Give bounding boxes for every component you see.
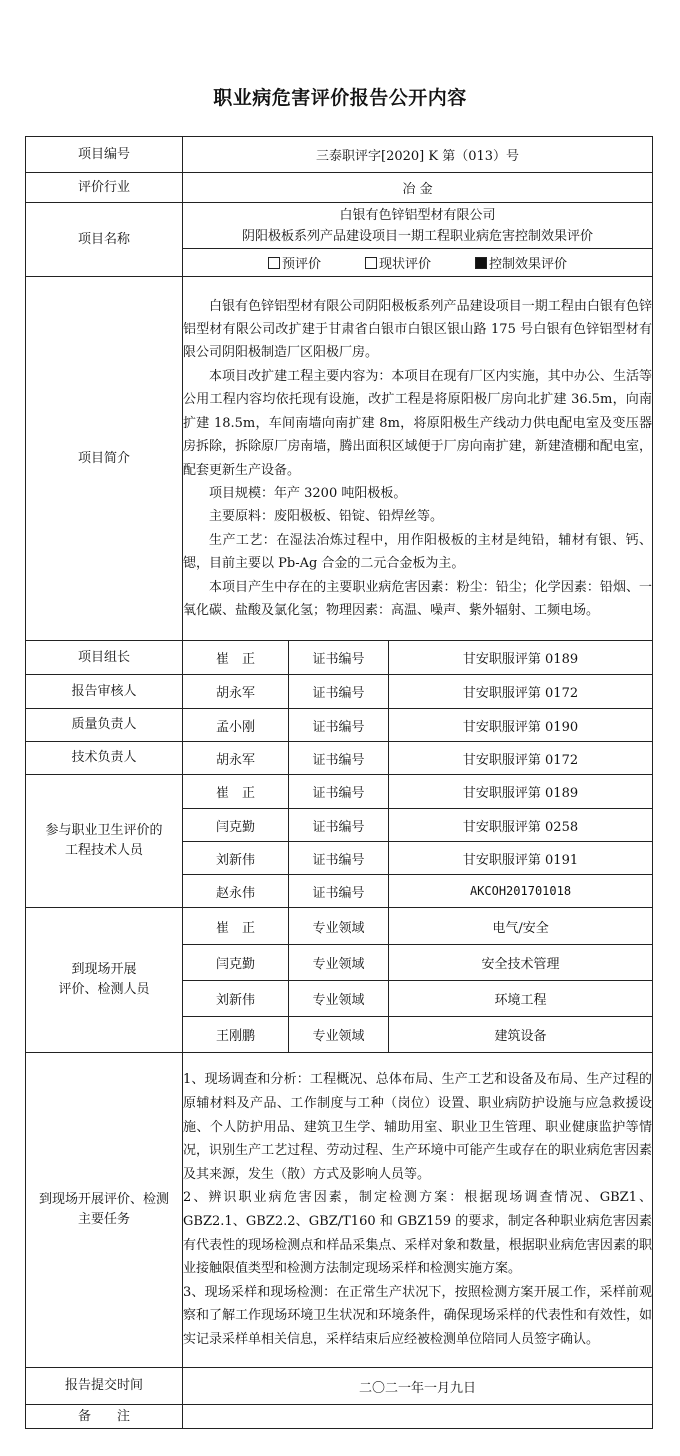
tasks-label-line: 到现场开展评价、检测 <box>38 1192 169 1207</box>
option-status-eval[interactable] <box>365 253 431 272</box>
field-label: 专业领域 <box>289 908 389 945</box>
row-submit-time <box>26 1368 653 1405</box>
option-status-eval-label: 现状评价 <box>379 257 432 272</box>
intro-paragraph: 主要原料：废阳极板、铅锭、铅焊丝等。 <box>209 509 444 525</box>
cert-label: 证书编号 <box>289 875 389 908</box>
staff-role: 报告审核人 <box>26 675 183 709</box>
task-item: 2、辨识职业病危害因素，制定检测方案：根据现场调查情况、GBZ1、GBZ2.1、GBZ2.2、GBZ/T160 和 GBZ159 的要求，制定各种职业病危害因素有代表性的现场检测点和样品采集点、采样对象和数量，根据职业病危害因素的职业接触限值类型和检测方法制定现场采样和检测实施方案。 <box>183 1190 653 1277</box>
cert-number: 甘安职服评第 0172 <box>389 675 653 709</box>
staff-name: 孟小刚 <box>183 709 289 742</box>
participant-name: 闫克勤 <box>183 809 289 842</box>
staff-name: 胡永军 <box>183 675 289 709</box>
intro-label: 项目简介 <box>26 277 183 641</box>
task-item: 3、现场采样和现场检测：在正常生产状况下，按照检测方案开展工作，采样前观察和了解工作现场环境卫生状况和环境条件，确保现场采样的代表性和有效性，如实记录采样单相关信息，采样结束后应经被检测单位陪同人员签字确认。 <box>183 1284 653 1347</box>
remarks-value <box>183 1405 653 1429</box>
checkbox-pre-eval[interactable] <box>268 257 280 269</box>
option-pre-eval-label: 预评价 <box>281 257 321 272</box>
tasks-label-line: 主要任务 <box>77 1212 130 1227</box>
cert-label: 证书编号 <box>289 809 389 842</box>
cert-label: 证书编号 <box>289 775 389 809</box>
row-project-name <box>26 203 653 249</box>
cert-label: 证书编号 <box>289 709 389 742</box>
intro-paragraph: 本项目产生中存在的主要职业病危害因素：粉尘：铅尘；化学因素：铅烟、一氧化碳、盐酸及氯化氢；物理因素：高温、噪声、紫外辐射、工频电场。 <box>183 579 653 618</box>
field-staff-name: 崔 正 <box>183 908 289 945</box>
cert-label: 证书编号 <box>289 842 389 875</box>
field-value: 安全技术管理 <box>389 945 653 981</box>
company-name: 白银有色锌铝型材有限公司 <box>339 207 496 223</box>
report-table <box>25 136 653 1429</box>
industry-value: 冶 金 <box>183 173 653 203</box>
participant-name: 赵永伟 <box>183 875 289 908</box>
row-industry <box>26 173 653 203</box>
staff-row <box>26 641 653 675</box>
cert-label: 证书编号 <box>289 675 389 709</box>
field-label: 专业领域 <box>289 1017 389 1053</box>
submit-time-label: 报告提交时间 <box>26 1368 183 1405</box>
page-title: 职业病危害评价报告公开内容 <box>213 87 467 109</box>
option-pre-eval[interactable] <box>268 253 321 272</box>
cert-label: 证书编号 <box>289 641 389 675</box>
field-staff-name: 刘新伟 <box>183 981 289 1017</box>
industry-label: 评价行业 <box>26 173 183 203</box>
field-staff-label-line: 评价、检测人员 <box>58 982 150 997</box>
intro-paragraph: 项目规模：年产 3200 吨阳极板。 <box>209 485 407 501</box>
field-value: 电气/安全 <box>389 908 653 945</box>
project-name-label: 项目名称 <box>26 203 183 277</box>
participants-label-line: 工程技术人员 <box>64 843 143 858</box>
cert-number: 甘安职服评第 0191 <box>389 842 653 875</box>
option-control-eval-label: 控制效果评价 <box>489 257 568 272</box>
checkbox-control-eval[interactable] <box>475 257 487 269</box>
field-staff-label-line: 到现场开展 <box>71 962 137 977</box>
intro-cell <box>183 277 653 641</box>
staff-row <box>26 742 653 775</box>
project-number-value: 三泰职评字[2020] K 第（013）号 <box>183 137 653 173</box>
row-intro <box>26 277 653 641</box>
staff-name: 崔 正 <box>183 641 289 675</box>
checkbox-status-eval[interactable] <box>365 257 377 269</box>
field-staff-row <box>26 908 653 945</box>
project-title: 阴阳极板系列产品建设项目一期工程职业病危害控制效果评价 <box>242 228 594 244</box>
eval-type-options <box>183 253 652 272</box>
staff-role: 质量负责人 <box>26 709 183 742</box>
row-remarks <box>26 1405 653 1429</box>
field-value: 建筑设备 <box>389 1017 653 1053</box>
task-item: 1、现场调查和分析：工程概况、总体布局、生产工艺和设备及布局、生产过程的原辅材料及产品、工作制度与工种（岗位）设置、职业病防护设施与应急救援设施、个人防护用品、建筑卫生学、辅助用室、职业卫生管理、职业健康监护等情况，识别生产工艺过程、劳动过程、生产环境中可能产生或存在的职业病危害因素及其来源，发生（散）方式及影响人员等。 <box>183 1072 653 1182</box>
cert-number: AKCOH201701018 <box>389 875 653 908</box>
intro-paragraph: 白银有色锌铝型材有限公司阴阳极板系列产品建设项目一期工程由白银有色锌铝型材有限公司改扩建于甘肃省白银市白银区银山路 175 号白银有色锌铝型材有限公司阴阳极制造厂区阳极厂房。 <box>183 298 653 361</box>
staff-row <box>26 709 653 742</box>
cert-label: 证书编号 <box>289 742 389 775</box>
submit-time-value: 二〇二一年一月九日 <box>183 1368 653 1405</box>
project-number-label: 项目编号 <box>26 137 183 173</box>
intro-paragraph: 本项目改扩建工程主要内容为：本项目在现有厂区内实施，其中办公、生活等公用工程内容均依托现有设施，改扩工程是将原阳极厂房向北扩建 36.5m，向南扩建 18.5m，车间南墙向南扩建 8m，将原阳极生产线动力供电配电室及变压器房拆除，拆除原厂房南墙，腾出面积区域便于厂房向南扩建，新建渣棚和配电室，配套更新生产设备。 <box>183 368 653 478</box>
cert-number: 甘安职服评第 0172 <box>389 742 653 775</box>
row-project-number <box>26 137 653 173</box>
intro-paragraph: 生产工艺：在湿法冶炼过程中，用作阳极板的主材是纯铅，辅材有银、钙、锶，目前主要以 Pb-Ag 合金的二元合金板为主。 <box>183 532 653 572</box>
field-staff-label <box>26 908 183 1053</box>
participants-label-line: 参与职业卫生评价的 <box>45 823 163 838</box>
tasks-label <box>26 1053 183 1368</box>
field-staff-name: 王刚鹏 <box>183 1017 289 1053</box>
staff-name: 胡永军 <box>183 742 289 775</box>
staff-row <box>26 675 653 709</box>
row-tasks <box>26 1053 653 1368</box>
field-staff-name: 闫克勤 <box>183 945 289 981</box>
staff-role: 技术负责人 <box>26 742 183 775</box>
option-control-eval[interactable] <box>475 253 567 272</box>
eval-type-cell <box>183 249 653 277</box>
project-name-cell <box>183 203 653 249</box>
remarks-label: 备 注 <box>26 1405 183 1429</box>
field-label: 专业领域 <box>289 945 389 981</box>
field-label: 专业领域 <box>289 981 389 1017</box>
cert-number: 甘安职服评第 0258 <box>389 809 653 842</box>
participants-label <box>26 775 183 908</box>
cert-number: 甘安职服评第 0189 <box>389 775 653 809</box>
participant-row <box>26 775 653 809</box>
cert-number: 甘安职服评第 0189 <box>389 641 653 675</box>
cert-number: 甘安职服评第 0190 <box>389 709 653 742</box>
participant-name: 崔 正 <box>183 775 289 809</box>
field-value: 环境工程 <box>389 981 653 1017</box>
tasks-cell <box>183 1053 653 1368</box>
staff-role: 项目组长 <box>26 641 183 675</box>
participant-name: 刘新伟 <box>183 842 289 875</box>
